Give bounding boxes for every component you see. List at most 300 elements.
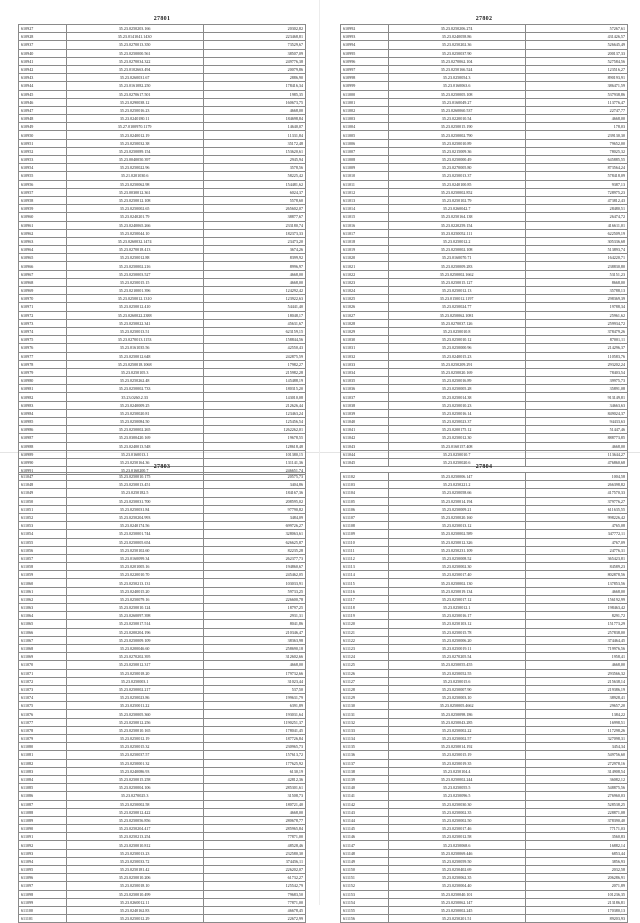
record-number-cell: 611120 — [341, 620, 389, 628]
account-code-cell: 35.23.0250005.108 — [388, 90, 525, 98]
table-row — [341, 172, 628, 180]
table-row — [341, 890, 628, 898]
record-number-cell: 611129 — [341, 694, 389, 702]
table-row — [19, 205, 306, 213]
table-row — [341, 522, 628, 530]
table-row — [19, 311, 306, 319]
account-code-cell: 35.23.0215009.36 — [388, 147, 525, 155]
table-row — [19, 352, 306, 360]
account-code-cell: 35.23.0250018.10 — [66, 882, 203, 890]
record-number-cell: 610952 — [19, 147, 67, 155]
record-number-cell: 611121 — [341, 628, 389, 636]
table-row — [19, 172, 306, 180]
table-row — [19, 123, 306, 131]
ledger-table — [340, 472, 628, 923]
amount-cell: 16882,14 — [525, 841, 627, 849]
account-code-cell: 35.23.0250004.106 — [66, 784, 203, 792]
account-code-cell: 35.23.0250011.22 — [66, 702, 203, 710]
record-number-cell: 611035 — [341, 377, 389, 385]
account-code-cell: 35.23.0260012.11 — [66, 898, 203, 906]
account-code-cell: 35.23.0250012.30 — [388, 434, 525, 442]
account-code-cell: 35.23.0250052.55 — [388, 669, 525, 677]
amount-cell: 78025,32 — [525, 147, 627, 155]
account-code-cell: 35.23.0250002.65 — [66, 205, 203, 213]
record-number-cell: 611048 — [19, 481, 67, 489]
record-number-cell: 611144 — [341, 816, 389, 824]
account-code-cell: 35.23.0250014.38 — [388, 393, 525, 401]
table-row — [341, 661, 628, 669]
table-row — [19, 595, 306, 603]
account-code-cell: 35.23.0220010.70 — [66, 571, 203, 579]
amount-cell: 4668,00 — [525, 115, 627, 123]
record-number-cell: 611119 — [341, 612, 389, 620]
record-number-cell: 611124 — [341, 653, 389, 661]
table-row — [19, 57, 306, 65]
table-row — [19, 628, 306, 636]
record-number-cell: 611152 — [341, 882, 389, 890]
record-number-cell: 611150 — [341, 866, 389, 874]
amount-cell: 38928,41 — [525, 694, 627, 702]
amount-cell: 417570,33 — [525, 489, 627, 497]
amount-cell: 2032,58 — [525, 866, 627, 874]
record-number-cell: 610990 — [19, 458, 67, 466]
table-row — [341, 237, 628, 245]
amount-cell: 34663,63 — [525, 401, 627, 409]
account-code-cell: 35.23.0250006.20 — [388, 636, 525, 644]
amount-cell: 1004,58 — [525, 473, 627, 481]
account-code-cell: 35.23.0250013.37 — [388, 172, 525, 180]
amount-cell: 210346,47 — [203, 628, 305, 636]
account-code-cell: 35.23.0250012.256 — [66, 718, 203, 726]
amount-cell: 157613,72 — [203, 751, 305, 759]
account-code-cell: 35.23.0240015.23 — [388, 352, 525, 360]
record-number-cell: 611112 — [341, 554, 389, 562]
record-number-cell: 610959 — [19, 205, 67, 213]
amount-cell: 305336,68 — [525, 237, 627, 245]
record-number-cell: 610950 — [19, 131, 67, 139]
amount-cell: 238830,80 — [525, 262, 627, 270]
account-code-cell: 35.23.0270005.80 — [388, 164, 525, 172]
table-row — [341, 287, 628, 295]
account-code-cell: 35.23.0250012.29 — [66, 915, 203, 923]
record-number-cell: 611103 — [341, 481, 389, 489]
account-code-cell: 35.23.0250105.3 — [66, 368, 203, 376]
account-code-cell: 35.23.0250079.16 — [66, 595, 203, 603]
table-row — [341, 352, 628, 360]
account-code-cell: 35.23.0250013.451 — [66, 481, 203, 489]
record-number-cell: 611151 — [341, 874, 389, 882]
amount-cell: 61732,27 — [203, 874, 305, 882]
amount-cell: 1958,41 — [525, 653, 627, 661]
table-row — [341, 612, 628, 620]
record-number-cell: 611149 — [341, 857, 389, 865]
amount-cell: 137853,56 — [525, 579, 627, 587]
record-number-cell: 611000 — [341, 90, 389, 98]
table-row — [19, 546, 306, 554]
account-code-cell: 35.23.0250005.360 — [66, 710, 203, 718]
amount-cell: 2931,31 — [203, 612, 305, 620]
record-number-cell: 610971 — [19, 303, 67, 311]
amount-cell: 578418,09 — [525, 172, 627, 180]
record-number-cell: 611126 — [341, 669, 389, 677]
account-code-cell: 35.23.0250009.283 — [388, 262, 525, 270]
table-row — [341, 115, 628, 123]
account-code-cell: 35.23.0250012.1310 — [66, 295, 203, 303]
record-number-cell: 610958 — [19, 196, 67, 204]
account-code-cell: 35.23.0250000.561 — [66, 49, 203, 57]
table-row — [19, 726, 306, 734]
amount-cell: 233180,74 — [203, 221, 305, 229]
table-row — [19, 841, 306, 849]
account-code-cell: 35.23.0160200.7 — [66, 467, 203, 475]
table-row — [341, 767, 628, 775]
account-code-cell: 35.23.0250015.127 — [388, 278, 525, 286]
account-code-cell: 35.23.0250003.527 — [66, 270, 203, 278]
table-row — [341, 147, 628, 155]
table-row — [341, 90, 628, 98]
amount-cell: 180315,20 — [203, 385, 305, 393]
table-row — [341, 213, 628, 221]
record-number-cell: 610961 — [19, 221, 67, 229]
account-code-cell: 35.23.0250019.11 — [388, 644, 525, 652]
record-number-cell: 611088 — [19, 808, 67, 816]
table-row — [19, 784, 306, 792]
table-row — [19, 401, 306, 409]
table-row — [19, 833, 306, 841]
account-code-cell: 35.23.0240100.85 — [388, 180, 525, 188]
amount-cell: 125456,54 — [203, 418, 305, 426]
table-row — [341, 418, 628, 426]
record-number-cell: 610943 — [19, 74, 67, 82]
amount-cell: 22672,99 — [203, 915, 305, 923]
table-row — [19, 434, 306, 442]
table-row — [341, 784, 628, 792]
table-row — [341, 554, 628, 562]
amount-cell: 215638,14 — [525, 677, 627, 685]
table-row — [19, 33, 306, 41]
amount-cell: 25961,62 — [525, 311, 627, 319]
table-row — [341, 571, 628, 579]
record-number-cell: 611064 — [19, 612, 67, 620]
account-code-cell: 35.23.0250018.1068 — [66, 360, 203, 368]
account-code-cell: 35.23.0250084.50 — [66, 418, 203, 426]
table-row — [19, 800, 306, 808]
account-code-cell: 35.23.0250166.524 — [388, 65, 525, 73]
account-code-cell: 35.23.0260.2.33 — [66, 393, 203, 401]
record-number-cell: 610988 — [19, 442, 67, 450]
amount-cell: 2886,90 — [203, 74, 305, 82]
table-row — [19, 792, 306, 800]
amount-cell: 6130,19 — [203, 767, 305, 775]
record-number-cell: 611093 — [19, 849, 67, 857]
table-row — [19, 677, 306, 685]
account-code-cell: 35.23.0250010.206 — [66, 874, 203, 882]
account-code-cell: 35.23.0250206.274 — [388, 25, 525, 33]
record-number-cell: 611058 — [19, 563, 67, 571]
amount-cell: 8996,97 — [203, 262, 305, 270]
account-code-cell: 35.23.0250012.326 — [388, 538, 525, 546]
amount-cell: 1262262,01 — [203, 426, 305, 434]
table-row — [341, 25, 628, 33]
table-row — [19, 213, 306, 221]
amount-cell: 258690,18 — [203, 644, 305, 652]
table-row — [341, 816, 628, 824]
table-row — [341, 188, 628, 196]
amount-cell: 527584,56 — [525, 57, 627, 65]
table-row — [19, 65, 306, 73]
account-code-cell: 35.23.0250056.856 — [66, 816, 203, 824]
table-row — [19, 473, 306, 481]
amount-cell: 35891,08 — [525, 385, 627, 393]
account-code-cell: 35.23.0240058.86 — [388, 33, 525, 41]
record-number-cell: 611117 — [341, 595, 389, 603]
record-number-cell: 611134 — [341, 735, 389, 743]
record-number-cell: 610967 — [19, 270, 67, 278]
record-number-cell: 610999 — [341, 82, 389, 90]
record-number-cell: 611072 — [19, 677, 67, 685]
amount-cell: 3484,09 — [203, 513, 305, 521]
account-code-cell: 35.23.0250089.154 — [66, 147, 203, 155]
table-row — [341, 196, 628, 204]
table-row — [19, 481, 306, 489]
amount-cell: 59733,25 — [203, 587, 305, 595]
record-number-cell: 611063 — [19, 604, 67, 612]
account-code-cell: 35.23.0250012.13 — [388, 287, 525, 295]
account-code-cell: 35.23.0270013.350 — [66, 41, 203, 49]
table-row — [19, 156, 306, 164]
amount-cell: 54441,40 — [203, 303, 305, 311]
amount-cell: 4668,00 — [203, 270, 305, 278]
record-number-cell: 610937 — [19, 41, 67, 49]
table-row — [19, 890, 306, 898]
account-code-cell: 35.23.0250002.30 — [388, 563, 525, 571]
table-row — [341, 336, 628, 344]
account-code-cell: 35.23.0250016.14 — [388, 409, 525, 417]
record-number-cell: 610963 — [19, 237, 67, 245]
table-row — [341, 833, 628, 841]
amount-cell: 293566,32 — [525, 669, 627, 677]
account-code-cell: 35.23.0161082.250 — [66, 82, 203, 90]
amount-cell: 77871,00 — [203, 833, 305, 841]
table-row — [341, 139, 628, 147]
table-row — [341, 726, 628, 734]
table-row — [341, 82, 628, 90]
table-row — [341, 898, 628, 906]
account-code-cell: 35.23.0250044.10 — [66, 229, 203, 237]
table-row — [19, 587, 306, 595]
account-code-cell: 35.23.0250058.66 — [388, 489, 525, 497]
record-number-cell: 611011 — [341, 180, 389, 188]
amount-cell: 123516,27 — [525, 65, 627, 73]
record-number-cell: 611131 — [341, 710, 389, 718]
account-code-cell: 35.23.0250164.36 — [66, 458, 203, 466]
record-number-cell: 610976 — [19, 344, 67, 352]
amount-cell: 42812,36 — [203, 775, 305, 783]
table-row — [19, 237, 306, 245]
table-row — [19, 694, 306, 702]
amount-cell: 4765,08 — [525, 522, 627, 530]
account-code-cell: 35.23.0250015.190 — [388, 123, 525, 131]
account-code-cell: 35.23.0260032.1474 — [66, 237, 203, 245]
account-code-cell: 35.23.0270013.1153 — [66, 336, 203, 344]
amount-cell: 262377,73 — [203, 554, 305, 562]
amount-cell: 327098,31 — [525, 735, 627, 743]
amount-cell: 6391,89 — [203, 702, 305, 710]
table-row — [19, 644, 306, 652]
table-row — [19, 115, 306, 123]
table-row — [341, 546, 628, 554]
amount-cell: 35172,48 — [203, 139, 305, 147]
amount-cell: 58225,42 — [203, 172, 305, 180]
account-code-cell: 35.23.0240086.93 — [66, 767, 203, 775]
record-number-cell: 610996 — [341, 57, 389, 65]
record-number-cell: 610983 — [19, 401, 67, 409]
amount-cell: 347772,11 — [525, 530, 627, 538]
account-code-cell: 35.23.0102663.494 — [66, 65, 203, 73]
account-code-cell: 35.23.0250032.38 — [66, 139, 203, 147]
amount-cell: 4668,00 — [203, 661, 305, 669]
record-number-cell: 611106 — [341, 505, 389, 513]
amount-cell: 101236,35 — [525, 890, 627, 898]
page-divider-vertical — [319, 0, 320, 905]
account-code-cell: 35.23.0250002.733 — [66, 385, 203, 393]
account-code-cell: 35.23.0250068.6 — [388, 841, 525, 849]
account-code-cell: 35.23.0250010.165 — [66, 726, 203, 734]
account-code-cell: 35.23.0250052.111 — [388, 229, 525, 237]
table-row — [19, 303, 306, 311]
amount-cell: 4668,00 — [525, 442, 627, 450]
account-code-cell: 35.23.0141041.1430 — [66, 33, 203, 41]
account-code-cell: 35.23.0250098.186 — [388, 710, 525, 718]
amount-cell: 89203,93 — [525, 915, 627, 923]
table-row — [19, 735, 306, 743]
ledger-section-3 — [18, 462, 306, 923]
table-row — [19, 505, 306, 513]
account-code-cell: 35.23.0250015.15 — [66, 278, 203, 286]
record-number-cell: 611128 — [341, 685, 389, 693]
account-code-cell: 35.23.0250015.32 — [66, 743, 203, 751]
table-row — [19, 426, 306, 434]
record-number-cell: 610966 — [19, 262, 67, 270]
amount-cell: 3404,86 — [203, 481, 305, 489]
amount-cell: 611635,55 — [525, 505, 627, 513]
account-code-cell: 35.23.0260042.7 — [388, 205, 525, 213]
record-number-cell: 610928 — [19, 33, 67, 41]
amount-cell: 215982,28 — [203, 368, 305, 376]
amount-cell: 913149,81 — [525, 393, 627, 401]
table-row — [19, 442, 306, 450]
account-code-cell: 35.23.0250164.138 — [388, 213, 525, 221]
table-row — [19, 743, 306, 751]
table-row — [341, 759, 628, 767]
account-code-cell: 35.23.0220010.54 — [388, 115, 525, 123]
table-row — [341, 473, 628, 481]
table-row — [19, 287, 306, 295]
table-row — [341, 677, 628, 685]
table-row — [19, 612, 306, 620]
table-row — [19, 669, 306, 677]
table-row — [341, 33, 628, 41]
amount-cell: 2071,89 — [525, 882, 627, 890]
record-number-cell: 610927 — [19, 25, 67, 33]
account-code-cell: 35.23.0250043.285 — [388, 718, 525, 726]
account-code-cell: 35.27.0100970.1179 — [66, 123, 203, 131]
table-row — [19, 653, 306, 661]
amount-cell: 214296,37 — [525, 344, 627, 352]
record-number-cell: 611100 — [19, 906, 67, 914]
record-number-cell: 610945 — [19, 90, 67, 98]
record-number-cell: 610947 — [19, 106, 67, 114]
ledger-section-4 — [340, 462, 628, 923]
record-number-cell: 611039 — [341, 409, 389, 417]
amount-cell: 228871,08 — [525, 808, 627, 816]
table-row — [341, 57, 628, 65]
amount-cell: 153620,61 — [203, 147, 305, 155]
record-number-cell: 610981 — [19, 385, 67, 393]
table-row — [19, 270, 306, 278]
record-number-cell: 611116 — [341, 587, 389, 595]
amount-cell: 11331,84 — [203, 131, 305, 139]
record-number-cell: 611052 — [19, 513, 67, 521]
account-code-cell: 35.23.0160099.34 — [66, 554, 203, 562]
table-row — [341, 620, 628, 628]
amount-cell: 164220,71 — [525, 254, 627, 262]
account-code-cell: 35.23.0030012.361 — [66, 188, 203, 196]
account-code-cell: 35.23.0250002.58 — [66, 800, 203, 808]
amount-cell: 328063,61 — [203, 530, 305, 538]
table-row — [19, 25, 306, 33]
account-code-cell: 35.23.0250013.12 — [388, 522, 525, 530]
record-number-cell: 611057 — [19, 554, 67, 562]
account-code-cell: 35.23.0250005.654 — [66, 538, 203, 546]
amount-cell: 888773,85 — [525, 434, 627, 442]
record-number-cell: 611060 — [19, 579, 67, 587]
account-code-cell: 35.23.0250015.78 — [388, 628, 525, 636]
amount-cell: 94433,63 — [525, 418, 627, 426]
amount-cell: 179732,66 — [203, 669, 305, 677]
amount-cell: 17982,27 — [203, 360, 305, 368]
amount-cell: 125542,79 — [203, 882, 305, 890]
amount-cell: 18048,17 — [203, 311, 305, 319]
amount-cell: 193031,64 — [203, 710, 305, 718]
account-code-cell: 35.23.0250055.5 — [388, 784, 525, 792]
record-number-cell: 611071 — [19, 669, 67, 677]
record-number-cell: 611109 — [341, 530, 389, 538]
account-code-cell: 35.23.0220259.154 — [388, 221, 525, 229]
account-code-cell: 35.23.0250001.744 — [66, 530, 203, 538]
account-code-cell: 35.23.0250040.101 — [388, 890, 525, 898]
table-row — [19, 409, 306, 417]
record-number-cell: 611034 — [341, 368, 389, 376]
amount-cell: 1384,22 — [525, 710, 627, 718]
amount-cell: 31508,73 — [203, 792, 305, 800]
table-row — [341, 857, 628, 865]
amount-cell: 312602,66 — [203, 653, 305, 661]
table-row — [341, 694, 628, 702]
table-row — [341, 628, 628, 636]
section-title: 27803 — [153, 464, 171, 470]
record-number-cell: 611012 — [341, 188, 389, 196]
amount-cell: 9387,13 — [525, 180, 627, 188]
amount-cell: 177625,92 — [203, 759, 305, 767]
table-row — [19, 139, 306, 147]
amount-cell: 379776,27 — [525, 497, 627, 505]
table-row — [19, 49, 306, 57]
table-row — [341, 685, 628, 693]
account-code-cell: 35.23.0250202.36 — [388, 41, 525, 49]
amount-cell: 200137,33 — [525, 49, 627, 57]
record-number-cell: 611018 — [341, 237, 389, 245]
